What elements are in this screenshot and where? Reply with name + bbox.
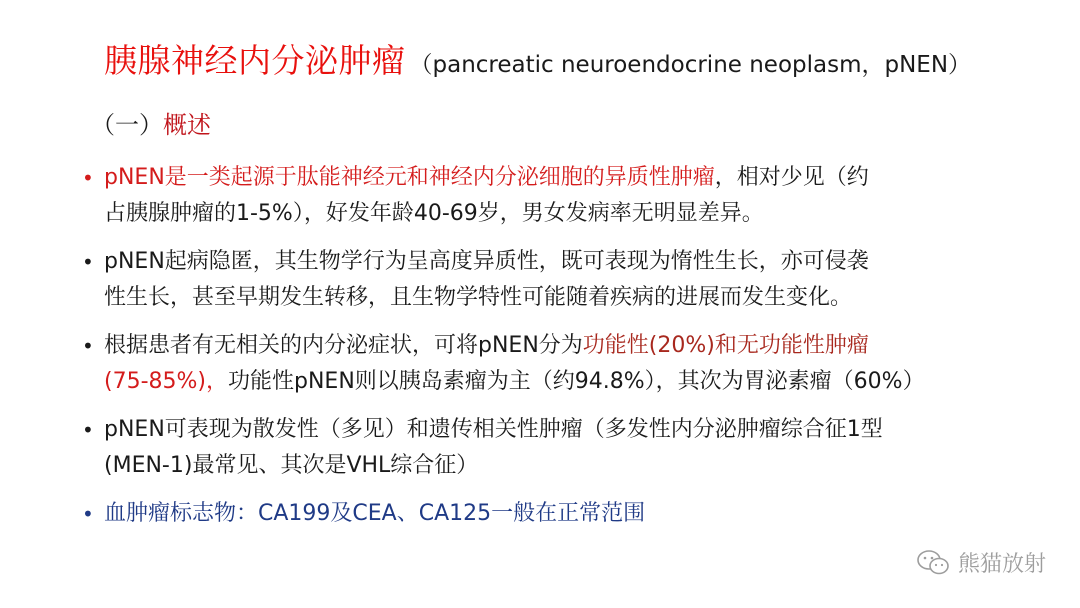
watermark [916, 547, 1046, 578]
bullet-item-tumor-markers [82, 496, 1032, 532]
bullet-marker: • [82, 418, 94, 442]
slide-title [104, 41, 972, 80]
bullet-marker: • [82, 502, 94, 526]
title-chinese: 胰腺神经内分泌肿瘤 [104, 41, 406, 80]
bullet-text-highlight: 功能性(20%)和无功能性肿瘤 [582, 333, 869, 358]
bullet-line: 血肿瘤标志物：CA199及CEA、CA125一般在正常范围 [104, 501, 646, 526]
bullet-line: 占胰腺肿瘤的1-5%），好发年龄40-69岁，男女发病率无明显差异。 [104, 201, 764, 226]
bullet-text-highlight: pNEN是一类起源于肽能神经元和神经内分泌细胞的异质性肿瘤 [104, 165, 715, 190]
title-english: （pancreatic neuroendocrine neoplasm，pNEN） [409, 52, 972, 78]
section-label: 概述 [163, 111, 211, 139]
bullet-line [104, 160, 1032, 196]
section-number: （一） [91, 111, 163, 139]
bullet-line: (MEN-1)最常见、其次是VHL综合征） [104, 453, 479, 478]
bullet-list [82, 160, 1032, 544]
bullet-item-classification [82, 328, 1032, 400]
bullet-marker: • [82, 250, 94, 274]
bullet-item-definition [82, 160, 1032, 232]
wechat-icon [916, 549, 950, 577]
bullet-line [104, 364, 1032, 400]
bullet-text-highlight: (75-85%)， [104, 369, 228, 394]
bullet-line [104, 328, 1032, 364]
watermark-text: 熊猫放射 [957, 552, 1046, 577]
bullet-line: pNEN起病隐匿，其生物学行为呈高度异质性，既可表现为惰性生长，亦可侵袭 [104, 249, 869, 274]
bullet-text: 根据患者有无相关的内分泌症状，可将pNEN分为 [104, 333, 583, 358]
bullet-line: 性生长，甚至早期发生转移，且生物学特性可能随着疾病的进展而发生变化。 [104, 285, 853, 310]
bullet-marker: • [82, 334, 94, 358]
bullet-marker: • [82, 166, 94, 190]
bullet-item-behavior [82, 244, 1032, 316]
bullet-text: 功能性pNEN则以胰岛素瘤为主（约94.8%），其次为胃泌素瘤（60%） [228, 369, 925, 394]
section-heading [91, 113, 211, 137]
bullet-item-heredity [82, 412, 1032, 484]
bullet-line: pNEN可表现为散发性（多见）和遗传相关性肿瘤（多发性内分泌肿瘤综合征1型 [104, 417, 883, 442]
bullet-text: ，相对少见（约 [714, 165, 869, 190]
